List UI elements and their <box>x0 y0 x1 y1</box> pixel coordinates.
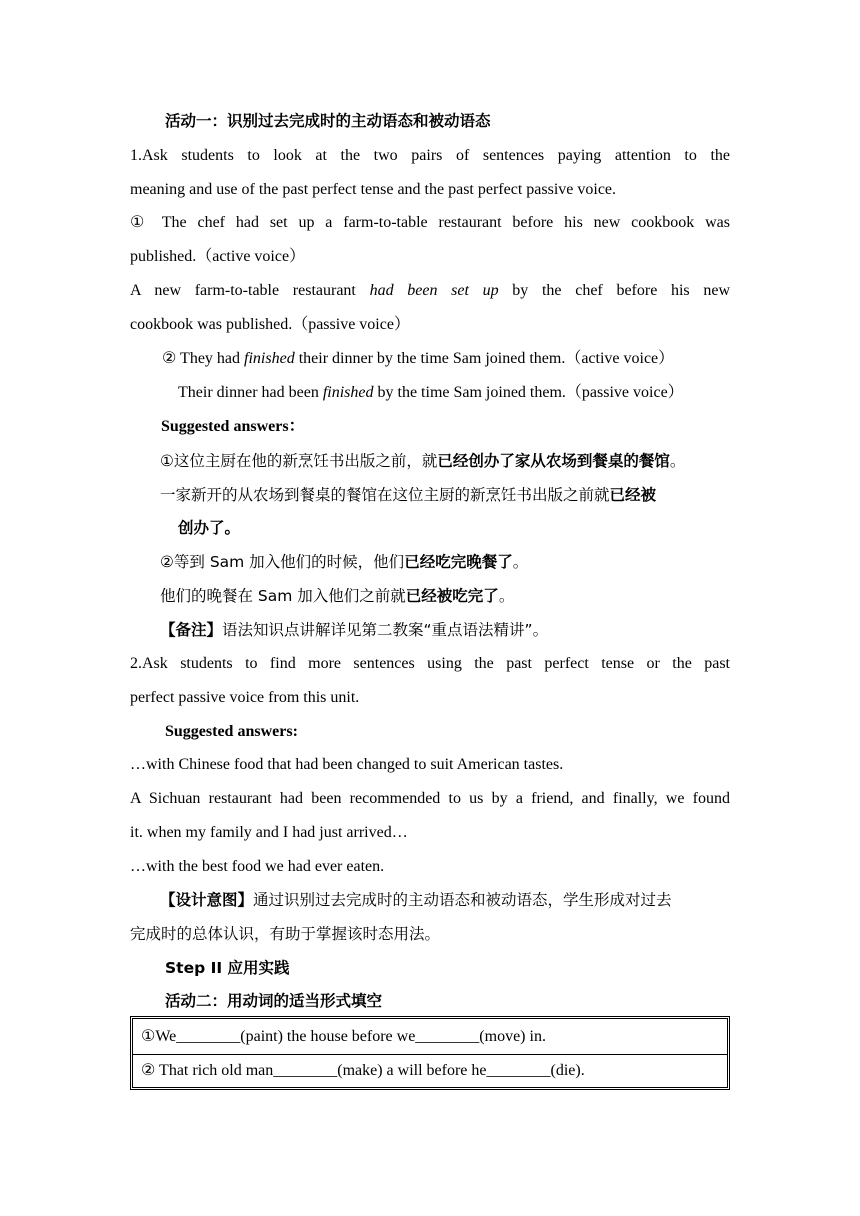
item2-line1: 2.Ask students to find more sentences using the past perfect tense or the past <box>130 655 730 672</box>
item1-line1: 1.Ask students to look at the two pairs of sentences paying attention to the <box>130 147 730 164</box>
answer2-line1: 一家新开的从农场到餐桌的餐馆在这位主厨的新烹饪书出版之前就已经被 <box>160 486 657 504</box>
exercise-question-2: ② That rich old man________(make) a will before he________(die). <box>141 1062 585 1079</box>
note: 【备注】语法知识点讲解详见第二教案“重点语法精讲”。 <box>160 621 549 639</box>
exercise-divider <box>133 1054 727 1055</box>
exercise-question-1: ①We________(paint) the house before we________(move) in. <box>141 1028 546 1045</box>
answer4: 他们的晚餐在 Sam 加入他们之前就已经被吃完了。 <box>160 587 515 605</box>
example1-passive-line1: A new farm-to-table restaurant had been set up by the chef before his new <box>130 282 730 299</box>
active-verb: finished <box>244 350 295 367</box>
step2-heading: Step II 应用实践 <box>165 959 290 977</box>
passive-verb: finished <box>322 384 374 401</box>
item2-line2: perfect passive voice from this unit. <box>130 689 360 706</box>
passive-verb-phrase: had been set up <box>369 282 499 299</box>
design-intent-line2: 完成时的总体认识，有助于掌握该时态用法。 <box>130 925 441 943</box>
answer3: ②等到 Sam 加入他们的时候，他们已经吃完晚餐了。 <box>160 553 529 571</box>
note-label: 【备注】 <box>160 621 223 639</box>
answer1: ①这位主厨在他的新烹饪书出版之前，就已经创办了家从农场到餐桌的餐馆。 <box>160 452 686 470</box>
example1-active-line1: ① The chef had set up a farm-to-table restaurant before his new cookbook was <box>130 214 730 231</box>
example2-passive: Their dinner had been finished by the time Sam joined them.（passive voice） <box>178 384 684 401</box>
design-intent-line1: 【设计意图】通过识别过去完成时的主动语态和被动语态，学生形成对过去 <box>160 891 672 909</box>
answer2-line2: 创办了。 <box>178 519 241 537</box>
suggested-answers-label-2: Suggested answers: <box>165 723 298 740</box>
sentence1: …with Chinese food that had been changed to suit American tastes. <box>130 756 564 773</box>
sentence2-line2: it. when my family and I had just arrived… <box>130 824 408 841</box>
design-intent-label: 【设计意图】 <box>160 891 254 909</box>
suggested-answers-label: Suggested answers： <box>161 418 305 435</box>
item1-line2: meaning and use of the past perfect tense and the past perfect passive voice. <box>130 181 617 198</box>
example2-active: ② They had finished their dinner by the time Sam joined them.（active voice） <box>162 350 675 367</box>
exercise-box <box>130 1016 730 1090</box>
activity2-heading: 活动二：用动词的适当形式填空 <box>165 992 383 1010</box>
sentence3: …with the best food we had ever eaten. <box>130 858 385 875</box>
sentence2-line1: A Sichuan restaurant had been recommended to us by a friend, and finally, we found <box>130 790 730 807</box>
activity1-heading: 活动一：识别过去完成时的主动语态和被动语态 <box>165 112 491 130</box>
example1-active-line2: published.（active voice） <box>130 248 306 265</box>
example1-passive-line2: cookbook was published.（passive voice） <box>130 316 410 333</box>
